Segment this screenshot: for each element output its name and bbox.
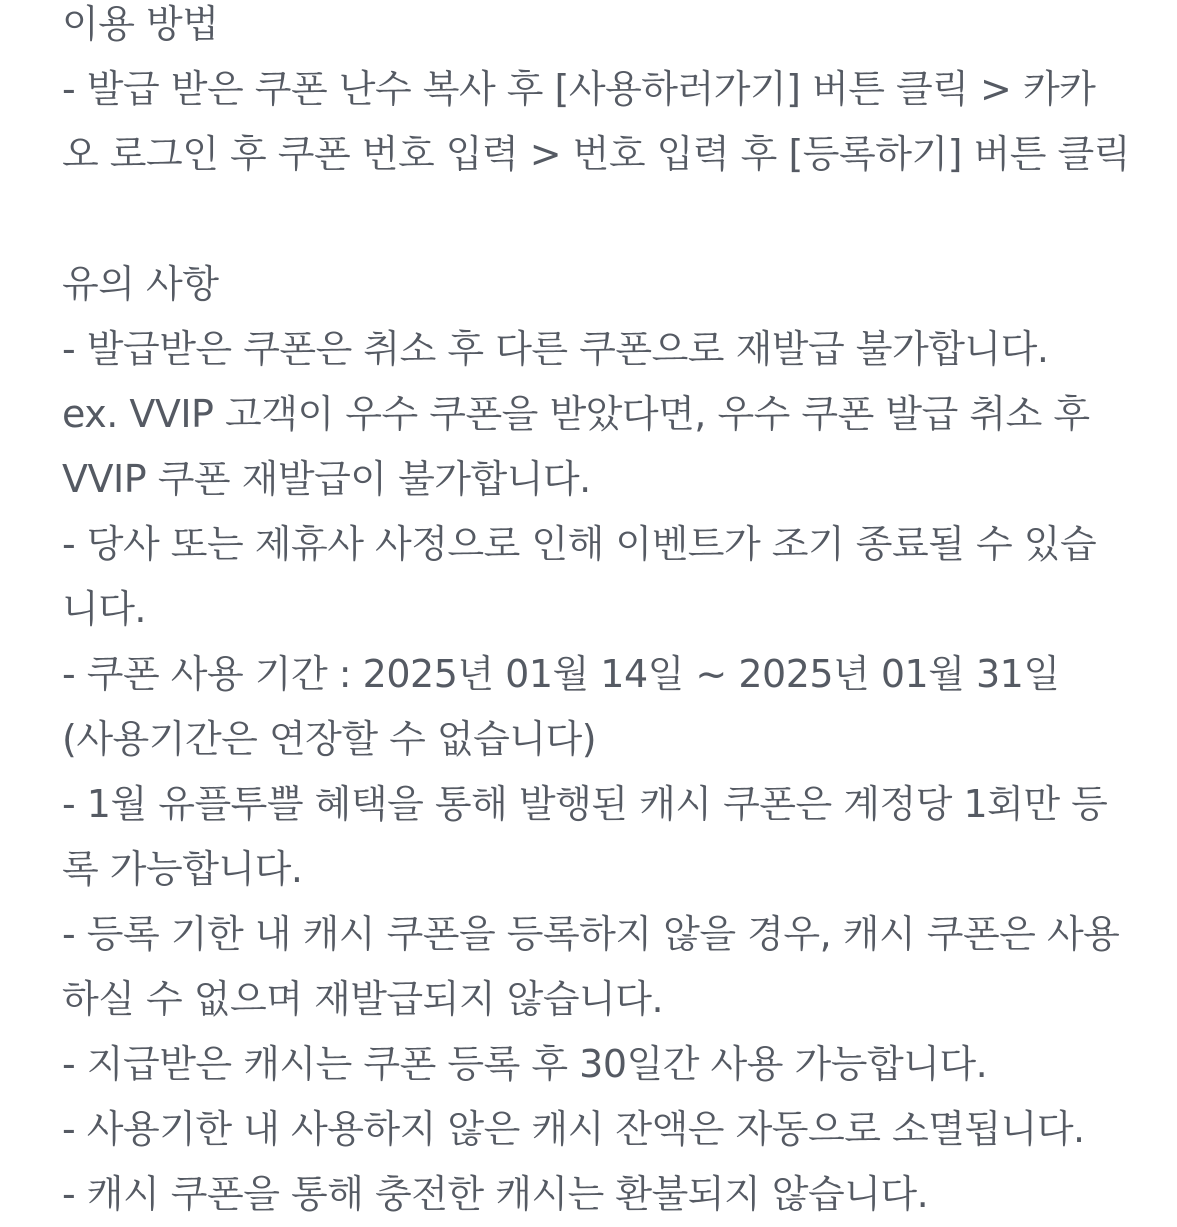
usage-heading: 이용 방법 — [62, 2, 219, 46]
notes-line: - 1월 유플투쁠 혜택을 통해 발행된 캐시 쿠폰은 계정당 1회만 등 — [62, 782, 1108, 826]
usage-line: - 발급 받은 쿠폰 난수 복사 후 [사용하러가기] 버튼 클릭 > 카카 — [62, 67, 1096, 111]
notes-heading: 유의 사항 — [62, 262, 219, 306]
notes-line: 하실 수 없으며 재발급되지 않습니다. — [62, 977, 664, 1021]
notes-line: (사용기간은 연장할 수 없습니다) — [62, 717, 597, 761]
notes-line: - 사용기한 내 사용하지 않은 캐시 잔액은 자동으로 소멸됩니다. — [62, 1107, 1085, 1151]
notes-line: ex. VVIP 고객이 우수 쿠폰을 받았다면, 우수 쿠폰 발급 취소 후 — [62, 392, 1090, 436]
notes-line: - 등록 기한 내 캐시 쿠폰을 등록하지 않을 경우, 캐시 쿠폰은 사용 — [62, 912, 1120, 956]
usage-line: 오 로그인 후 쿠폰 번호 입력 > 번호 입력 후 [등록하기] 버튼 클릭 — [62, 132, 1130, 176]
notes-line: - 캐시 쿠폰을 통해 충전한 캐시는 환불되지 않습니다. — [62, 1172, 929, 1216]
blank-line — [62, 187, 1162, 252]
notes-line: - 당사 또는 제휴사 사정으로 인해 이벤트가 조기 종료될 수 있습 — [62, 522, 1097, 566]
notes-line: - 발급받은 쿠폰은 취소 후 다른 쿠폰으로 재발급 불가합니다. — [62, 327, 1049, 371]
notes-line: VVIP 쿠폰 재발급이 불가합니다. — [62, 457, 591, 501]
notes-line: 니다. — [62, 587, 146, 631]
notes-line: 록 가능합니다. — [62, 847, 303, 891]
coupon-notice-document — [62, 0, 1162, 1227]
notes-line: - 쿠폰 사용 기간 : 2025년 01월 14일 ~ 2025년 01월 31일 — [62, 652, 1060, 696]
notes-line: - 지급받은 캐시는 쿠폰 등록 후 30일간 사용 가능합니다. — [62, 1042, 988, 1086]
